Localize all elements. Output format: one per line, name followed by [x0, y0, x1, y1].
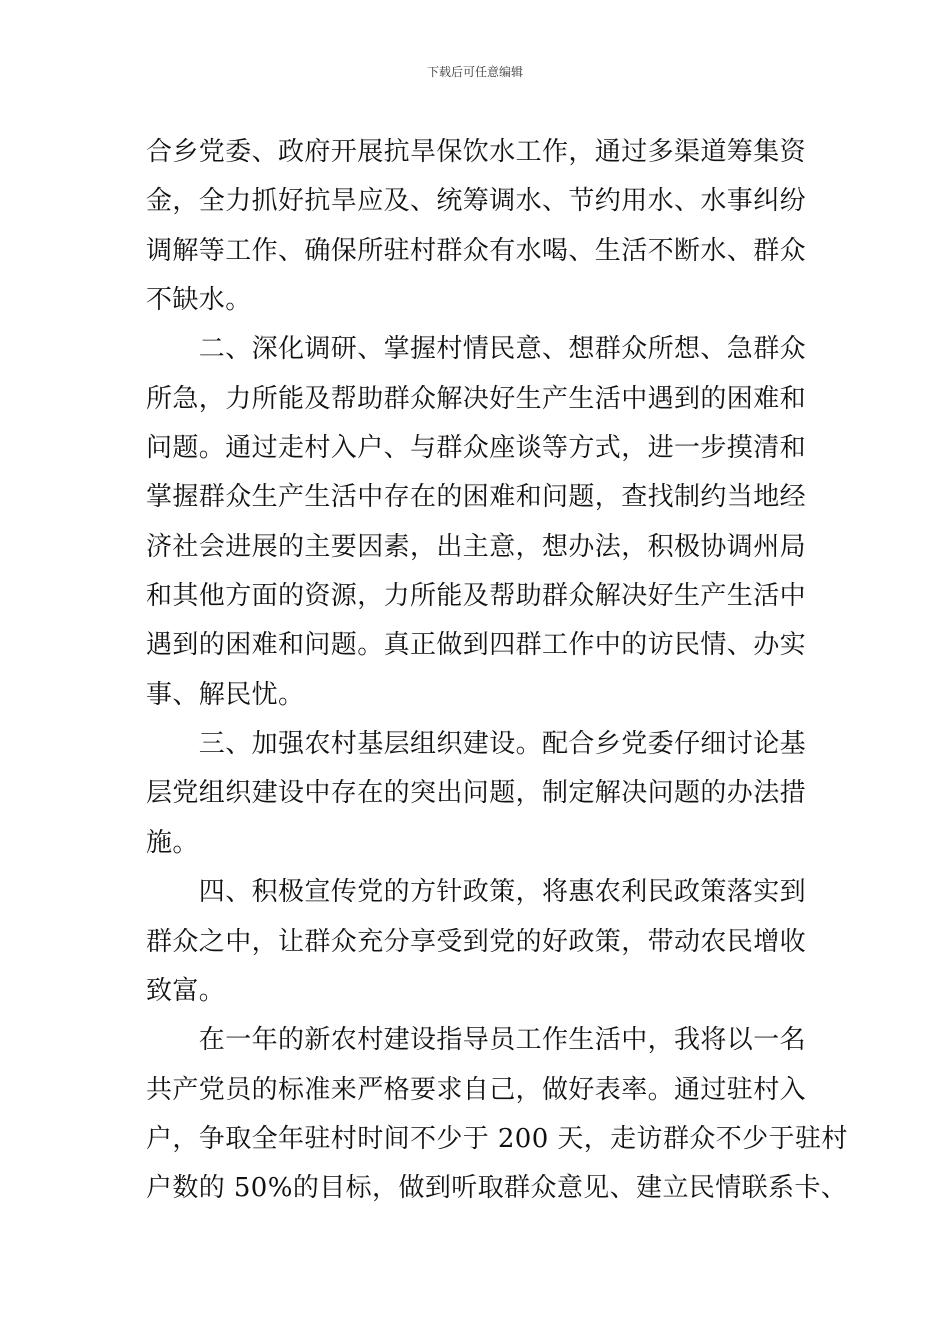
- text-line: 致富。: [146, 975, 226, 1006]
- text-line: 合乡党委、政府开展抗旱保饮水工作，通过多渠道筹集资: [146, 137, 807, 167]
- text-line: 济社会进展的主要因素，出主意，想办法，积极协调州局: [146, 531, 807, 562]
- text-line: 问题。通过走村入户、与群众座谈等方式，进一步摸清和: [146, 433, 807, 464]
- text-line: 在一年的新农村建设指导员工作生活中，我将以一名: [146, 1025, 807, 1056]
- text-line: 掌握群众生产生活中存在的困难和问题，查找制约当地经: [146, 482, 807, 513]
- text-line: 施。: [146, 827, 199, 858]
- text-line: 四、积极宣传党的方针政策，将惠农利民政策落实到: [146, 877, 807, 908]
- text-line: 和其他方面的资源，力所能及帮助群众解决好生产生活中: [146, 581, 807, 612]
- page-header: 下载后可任意编辑: [426, 65, 523, 79]
- text-line: 所急，力所能及帮助群众解决好生产生活中遇到的困难和: [146, 383, 807, 414]
- text-line: 二、深化调研、掌握村情民意、想群众所想、急群众: [146, 334, 807, 365]
- text-line: 事、解民忧。: [146, 679, 305, 710]
- text-line: 金，全力抓好抗旱应及、统筹调水、节约用水、水事纠纷: [146, 186, 807, 217]
- text-line: 户，争取全年驻村时间不少于 200 天，走访群众不少于驻村: [146, 1123, 848, 1154]
- text-line: 共产党员的标准来严格要求自己，做好表率。通过驻村入: [146, 1074, 807, 1105]
- text-line: 层党组织建设中存在的突出问题，制定解决问题的办法措: [146, 778, 807, 809]
- text-line: 群众之中，让群众充分享受到党的好政策，带动农民增收: [146, 926, 807, 957]
- text-line: 三、加强农村基层组织建设。配合乡党委仔细讨论基: [146, 729, 807, 760]
- text-line: 户数的 50%的目标，做到听取群众意见、建立民情联系卡、: [146, 1173, 848, 1204]
- text-line: 不缺水。: [146, 285, 252, 316]
- text-line: 调解等工作、确保所驻村群众有水喝、生活不断水、群众: [146, 235, 807, 266]
- document-body: [146, 128, 848, 1214]
- text-line: 遇到的困难和问题。真正做到四群工作中的访民情、办实: [146, 630, 807, 661]
